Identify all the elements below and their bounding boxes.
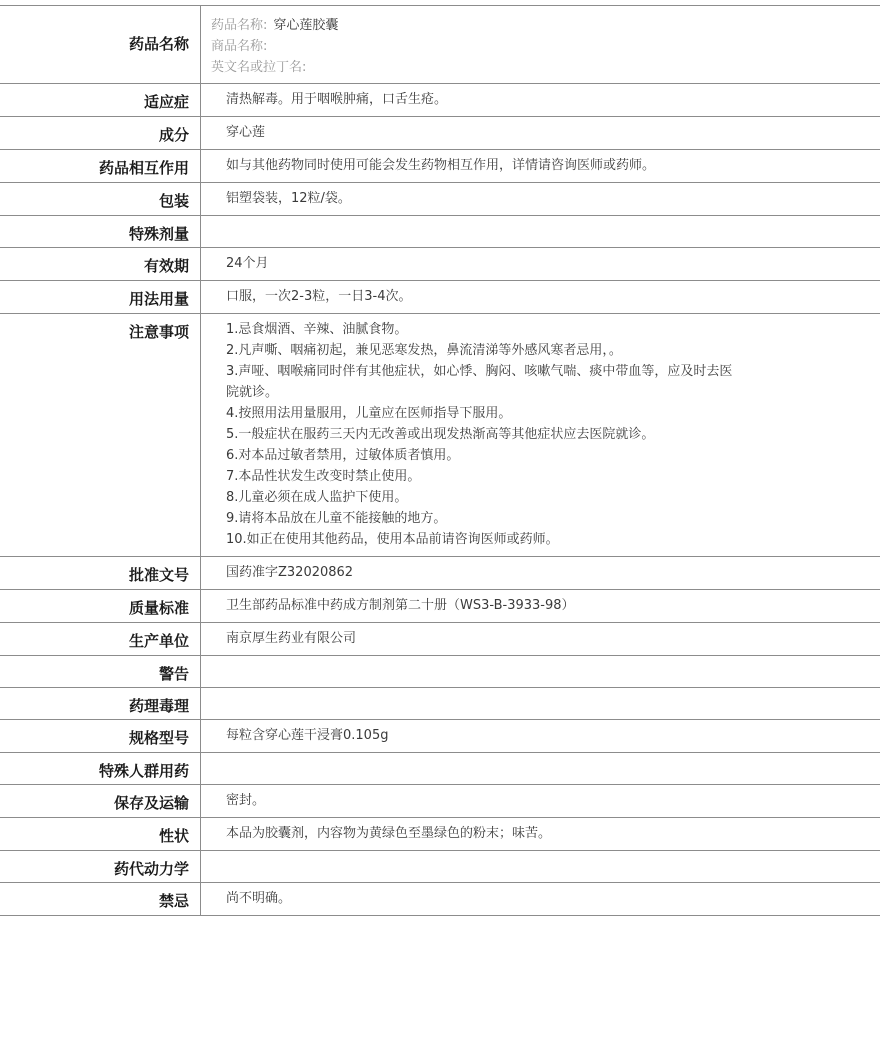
special-population-row — [0, 753, 880, 785]
row-value: 本品为胶囊剂，内容物为黄绿色至墨绿色的粉末；味苦。 — [201, 818, 880, 851]
row-value: 铝塑袋装，12粒/袋。 — [201, 183, 880, 216]
row-label: 药代动力学 — [0, 851, 201, 883]
manufacturer-row — [0, 623, 880, 656]
warning-row — [0, 656, 880, 688]
precaution-line: 院就诊。 — [226, 385, 279, 400]
common-name-key: 药品名称: — [211, 18, 268, 33]
row-value — [201, 753, 880, 785]
row-label: 药品相互作用 — [0, 150, 201, 183]
special-dosage-row — [0, 216, 880, 248]
packaging-row — [0, 183, 880, 216]
precaution-line: 6.对本品过敏者禁用，过敏体质者慎用。 — [226, 448, 460, 463]
english-name-key: 英文名或拉丁名: — [211, 60, 307, 75]
row-label: 适应症 — [0, 84, 201, 117]
row-label: 有效期 — [0, 248, 201, 281]
quality-standard-row — [0, 590, 880, 623]
row-value — [201, 688, 880, 720]
precautions-row — [0, 314, 880, 557]
approval-number-row — [0, 557, 880, 590]
row-value: 每粒含穿心莲干浸膏0.105g — [201, 720, 880, 753]
row-label: 质量标准 — [0, 590, 201, 623]
row-label: 性状 — [0, 818, 201, 851]
precaution-line: 8.儿童必须在成人监护下使用。 — [226, 490, 408, 505]
shelf-life-row — [0, 248, 880, 281]
indications-row — [0, 84, 880, 117]
precaution-line: 1.忌食烟酒、辛辣、油腻食物。 — [226, 322, 408, 337]
precautions-label: 注意事项 — [0, 314, 201, 557]
pharmacokinetics-row — [0, 851, 880, 883]
pharmacology-row — [0, 688, 880, 720]
english-name-line — [211, 57, 880, 78]
drug-name-label: 药品名称 — [0, 6, 201, 84]
row-label: 用法用量 — [0, 281, 201, 314]
contraindications-row — [0, 883, 880, 916]
row-label: 规格型号 — [0, 720, 201, 753]
trade-name-key: 商品名称: — [211, 39, 268, 54]
row-value: 口服，一次2-3粒，一日3-4次。 — [201, 281, 880, 314]
row-label: 警告 — [0, 656, 201, 688]
row-value: 如与其他药物同时使用可能会发生药物相互作用，详情请咨询医师或药师。 — [201, 150, 880, 183]
row-label: 禁忌 — [0, 883, 201, 916]
specification-row — [0, 720, 880, 753]
row-label: 包装 — [0, 183, 201, 216]
row-label: 批准文号 — [0, 557, 201, 590]
precaution-line: 9.请将本品放在儿童不能接触的地方。 — [226, 511, 447, 526]
row-value: 南京厚生药业有限公司 — [201, 623, 880, 656]
interactions-row — [0, 150, 880, 183]
row-label: 药理毒理 — [0, 688, 201, 720]
row-label: 成分 — [0, 117, 201, 150]
row-value: 清热解毒。用于咽喉肿痛，口舌生疮。 — [201, 84, 880, 117]
row-value: 卫生部药品标准中药成方制剂第二十册（WS3-B-3933-98） — [201, 590, 880, 623]
precaution-line: 3.声哑、咽喉痛同时伴有其他症状，如心悸、胸闷、咳嗽气喘、痰中带血等，应及时去医 — [226, 364, 733, 379]
precaution-line: 2.凡声嘶、咽痛初起，兼见恶寒发热，鼻流清涕等外感风寒者忌用，。 — [226, 343, 622, 358]
row-value: 24个月 — [201, 248, 880, 281]
common-name-line — [211, 15, 880, 36]
description-row — [0, 818, 880, 851]
row-value — [201, 656, 880, 688]
precaution-line: 10.如正在使用其他药品，使用本品前请咨询医师或药师。 — [226, 532, 559, 547]
precaution-line: 4.按照用法用量服用，儿童应在医师指导下服用。 — [226, 406, 512, 421]
ingredients-row — [0, 117, 880, 150]
precautions-cell — [201, 314, 880, 557]
row-value — [201, 216, 880, 248]
row-label: 生产单位 — [0, 623, 201, 656]
row-label: 保存及运输 — [0, 785, 201, 818]
row-label: 特殊剂量 — [0, 216, 201, 248]
dosage-row — [0, 281, 880, 314]
drug-info-table — [0, 5, 880, 916]
storage-row — [0, 785, 880, 818]
drug-name-cell — [201, 6, 880, 84]
row-label: 特殊人群用药 — [0, 753, 201, 785]
row-value — [201, 851, 880, 883]
precaution-line: 5.一般症状在服药三天内无改善或出现发热渐高等其他症状应去医院就诊。 — [226, 427, 655, 442]
row-value: 国药准字Z32020862 — [201, 557, 880, 590]
row-value: 穿心莲 — [201, 117, 880, 150]
trade-name-line — [211, 36, 880, 57]
precaution-line: 7.本品性状发生改变时禁止使用。 — [226, 469, 421, 484]
row-value: 密封。 — [201, 785, 880, 818]
common-name-value: 穿心莲胶囊 — [273, 18, 339, 33]
drug-name-row — [0, 6, 880, 84]
row-value: 尚不明确。 — [201, 883, 880, 916]
